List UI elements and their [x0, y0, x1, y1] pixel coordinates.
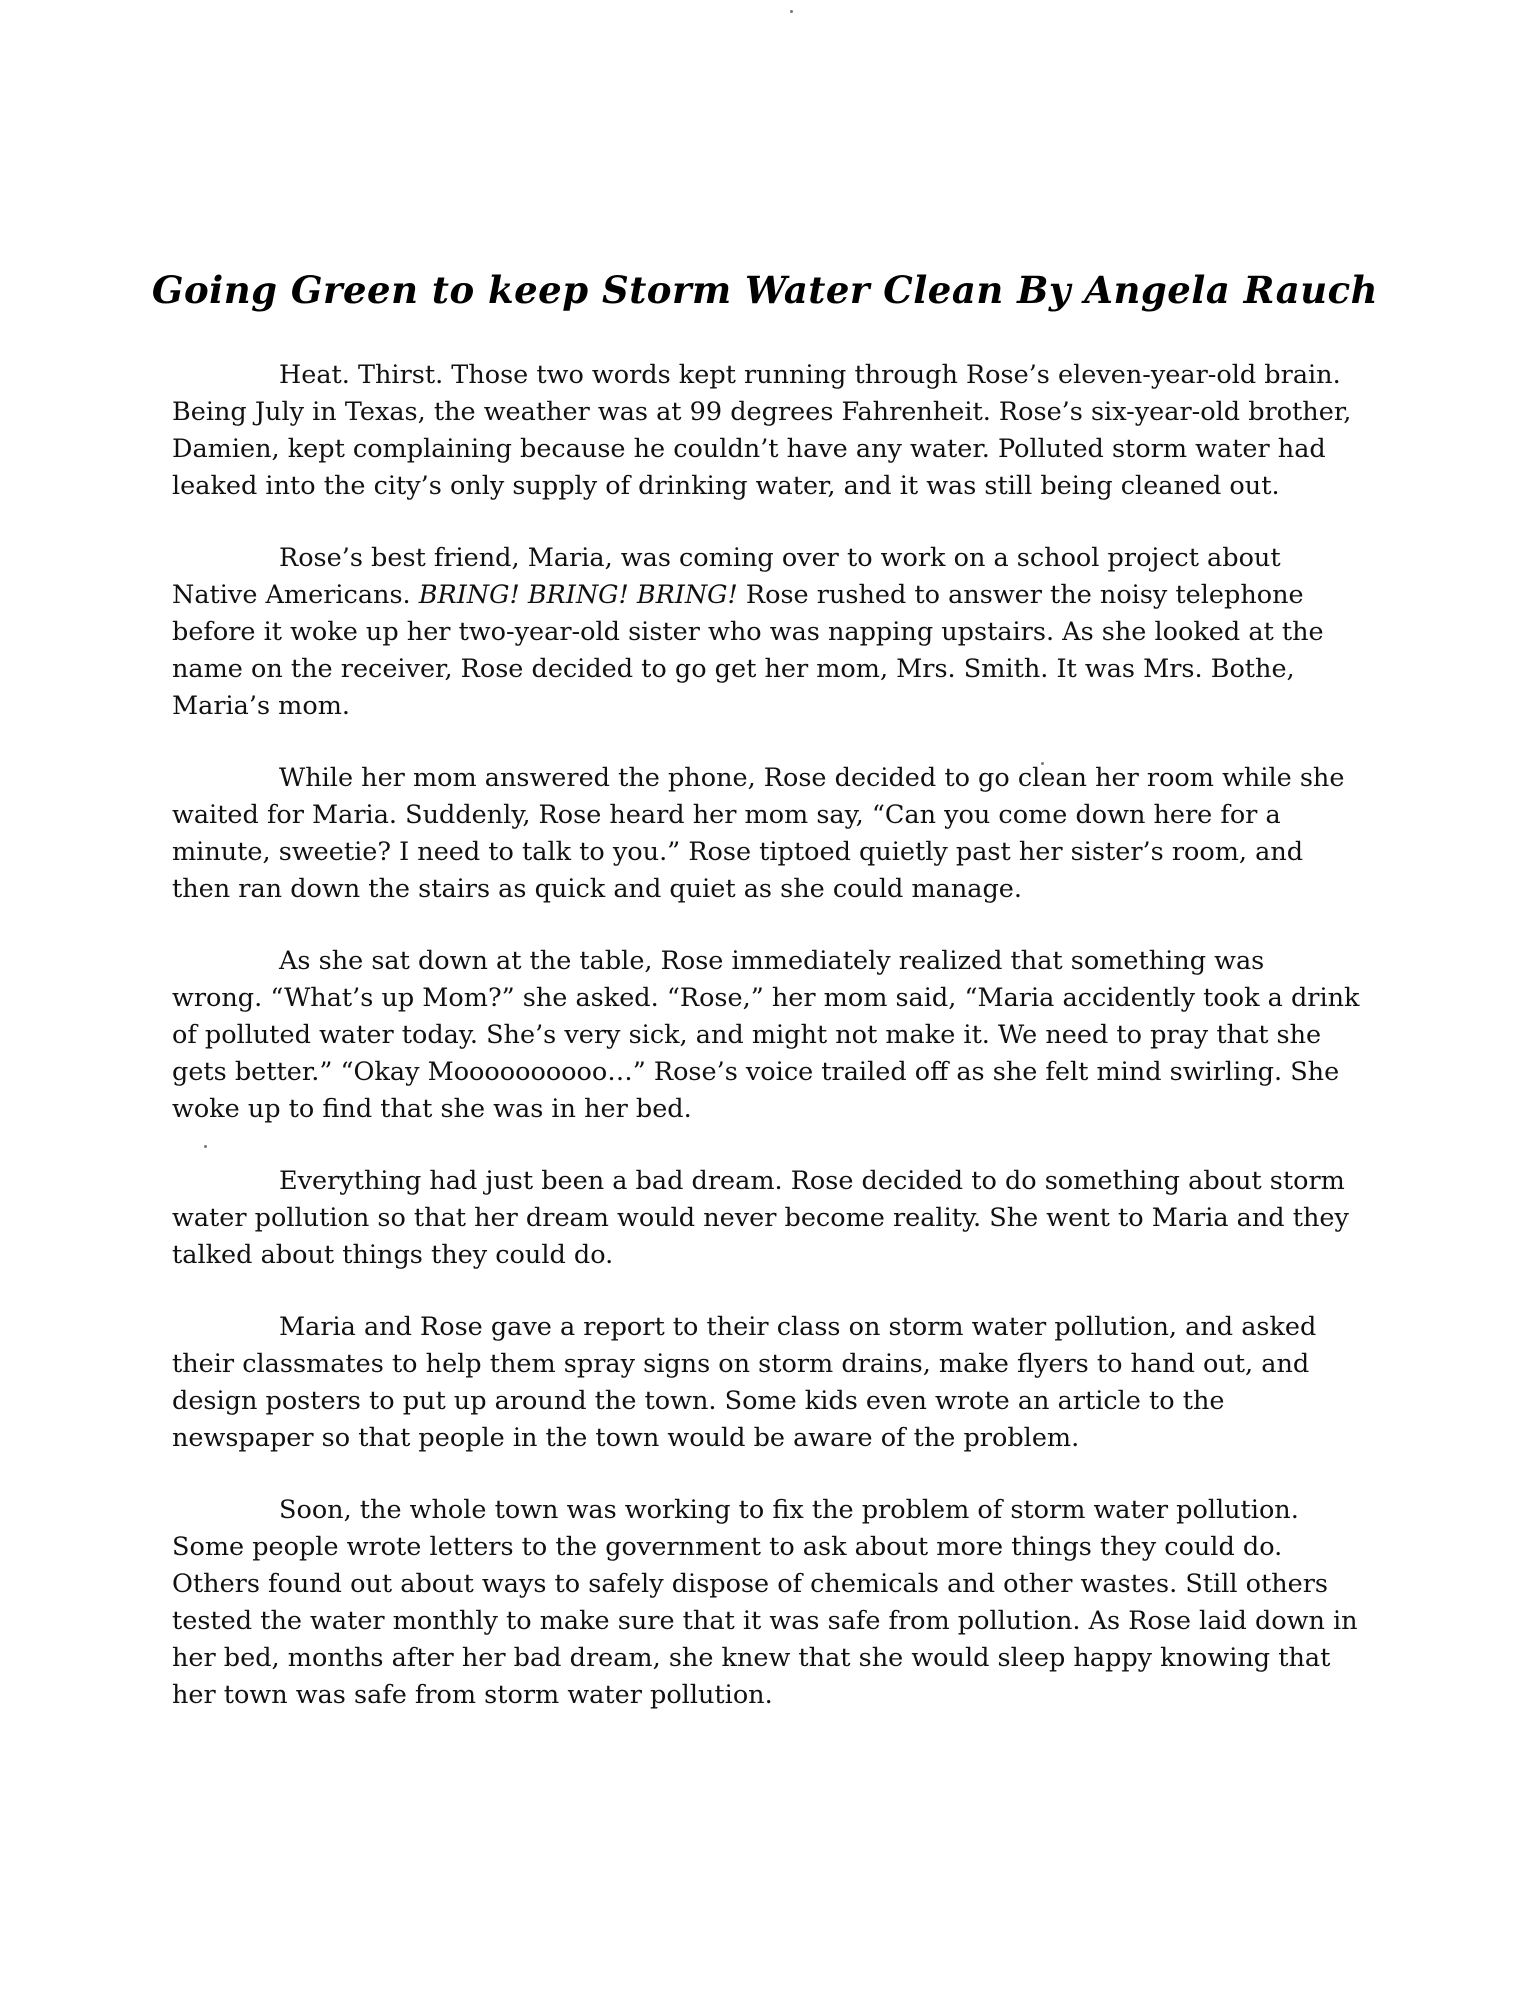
paragraph-4: [172, 943, 1362, 1128]
paragraph-text: Maria and Rose gave a report to their class on storm water pollution, and asked their classmates to help them spray signs on storm drains, make flyers to hand out, and design posters to put up around the town. Some kids even wrote an article to the newspaper so that people in the town would be aware of the problem.: [172, 1312, 1317, 1453]
paragraph-text: Rose rushed to answer the noisy telephone before it woke up her two-year-old sister who was napping upstairs. As she looked at the name on the receiver, Rose decided to go get her mom, Mrs. Smith. It was Mrs. Bothe, Maria’s mom.: [172, 580, 1324, 721]
paragraph-7: [172, 1492, 1362, 1714]
paragraph-text: While her mom answered the phone, Rose decided to go clean her room while she waited for Maria. Suddenly, Rose heard her mom say, “Can you come down here for a minute, sweetie? I need to talk to you.” Rose tiptoed quietly past her sister’s room, and then ran down the stairs as quick and quiet as she could manage.: [172, 763, 1345, 904]
document-body: [172, 357, 1362, 1714]
paragraph-text: Everything had just been a bad dream. Rose decided to do something about storm water pollution so that her dream would never become reality. She went to Maria and they talked about things they could do.: [172, 1166, 1349, 1270]
scan-speck: [790, 10, 793, 13]
paragraph-text: Heat. Thirst. Those two words kept running through Rose’s eleven-year-old brain. Being July in Texas, the weather was at 99 degrees Fahrenheit. Rose’s six-year-old brother, Damien, kept complaining because he couldn’t have any water. Polluted storm water had leaked into the city’s only supply of drinking water, and it was still being cleaned out.: [172, 360, 1352, 501]
phone-ring-text: BRING! BRING! BRING!: [418, 580, 738, 610]
paragraph-3: [172, 760, 1362, 908]
paragraph-6: [172, 1309, 1362, 1457]
paragraph-5: [172, 1163, 1362, 1274]
document-title: Going Green to keep Storm Water Clean By Angela Rauch: [151, 268, 1379, 312]
paragraph-text: As she sat down at the table, Rose immediately realized that something was wrong. “What’s up Mom?” she asked. “Rose,” her mom said, “Maria accidently took a drink of polluted water today. She’s very sick, and might not make it. We need to pray that she gets better.” “Okay Moooooooooo…” Rose’s voice trailed off as she felt mind swirling. She woke up to find that she was in her bed.: [172, 946, 1360, 1124]
paragraph-1: [172, 357, 1362, 505]
paragraph-text: Rose’s best friend, Maria, was coming over to work on a school project about Native Americans.: [172, 543, 1281, 610]
paragraph-2: [172, 540, 1362, 725]
paragraph-text: Soon, the whole town was working to fix the problem of storm water pollution. Some people wrote letters to the government to ask about more things they could do. Others found out about ways to safely dispose of chemicals and other wastes. Still others tested the water monthly to make sure that it was safe from pollution. As Rose laid down in her bed, months after her bad dream, she knew that she would sleep happy knowing that her town was safe from storm water pollution.: [172, 1495, 1358, 1710]
